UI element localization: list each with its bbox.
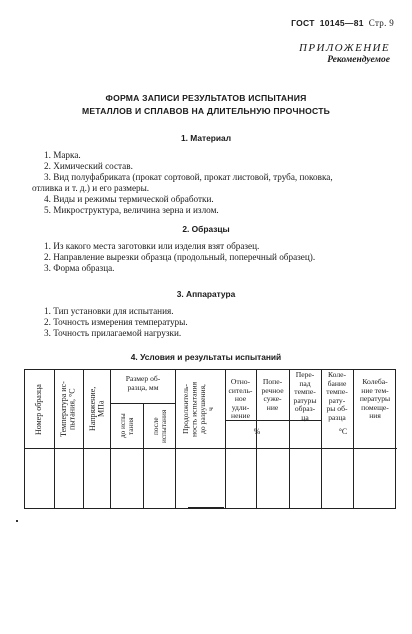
list-item: 4. Виды и режимы термической обработки.	[44, 194, 214, 204]
list-item: 2. Химический состав.	[44, 161, 133, 171]
header-test-temperature: Температура ис- пытания, °C	[59, 381, 77, 437]
table-divider	[54, 370, 55, 508]
table-divider	[25, 448, 397, 449]
list-item: 3. Вид полуфабриката (прокат сортовой, прокат листовой, труба, поковка,	[44, 172, 333, 182]
section-3-title: 3. Аппаратура	[176, 289, 236, 299]
table-divider	[175, 370, 176, 508]
header-room-temperature-fluctuation: Колеба- ние тем- пературы помеще- ния	[359, 377, 391, 421]
list-item: 5. Микроструктура, величина зерна и излом.	[44, 205, 219, 215]
header-temperature-fluctuation: Коле- бание темпе- рату- ры об- разца	[326, 370, 348, 422]
unit-percent: %	[253, 427, 261, 436]
table-divider	[143, 403, 144, 508]
document-title	[0, 92, 412, 118]
list-item: 1. Тип установки для испытания.	[44, 306, 174, 316]
header-relative-elongation: Отно- ситель- ное удли- нение	[228, 377, 253, 421]
table-divider	[353, 370, 354, 508]
page-mark	[16, 520, 18, 522]
list-item-continuation: отливка и т. д.) и его размеры.	[32, 183, 150, 193]
header-size-after: после испытания	[152, 409, 168, 443]
header-reduction-of-area: Попе- речное суже- ние	[261, 377, 284, 412]
section-4-title: 4. Условия и результаты испытаний	[130, 352, 282, 362]
list-item: 2. Направление вырезки образца (продольный, поперечный образец).	[44, 252, 316, 262]
table-divider	[83, 370, 84, 508]
page-number: Стр. 9	[368, 18, 394, 28]
appendix-title: ПРИЛОЖЕНИЕ	[299, 42, 390, 54]
list-item: 3. Форма образца.	[44, 263, 115, 273]
header-duration: Продолжитель- ность испытания до разрушения, ч	[181, 381, 216, 437]
gost-label: ГОСТ	[291, 18, 315, 28]
results-table	[24, 369, 396, 509]
gost-number: 10145—81	[319, 18, 364, 28]
header-sample-size: Размер об- разца, мм	[125, 374, 161, 392]
header-size-before: до испы тания	[119, 413, 135, 439]
page-header	[286, 18, 394, 28]
section-2-title: 2. Образцы	[182, 224, 230, 234]
document-title-line-2: МЕТАЛЛОВ И СПЛАВОВ НА ДЛИТЕЛЬНУЮ ПРОЧНОСТЬ	[81, 106, 331, 116]
list-item: 3. Точность прилагаемой нагрузки.	[44, 328, 182, 338]
section-1-title: 1. Материал	[180, 133, 232, 143]
list-item: 1. Марка.	[44, 150, 81, 160]
header-sample-number: Номер образца	[34, 384, 43, 436]
document-title-line-1: ФОРМА ЗАПИСИ РЕЗУЛЬТАТОВ ИСПЫТАНИЯ	[105, 93, 307, 103]
end-rule	[188, 507, 224, 508]
appendix-subtitle: Рекомендуемое	[327, 55, 390, 65]
header-temperature-gradient: Пере- пад темпе- ратуры образ- ца	[293, 370, 317, 422]
list-item: 1. Из какого места заготовки или изделия взят образец.	[44, 241, 260, 251]
list-item: 2. Точность измерения температуры.	[44, 317, 188, 327]
header-stress: Напряжение, МПа	[88, 386, 106, 432]
unit-degrees: °C	[338, 427, 348, 436]
table-divider	[110, 403, 175, 404]
appendix-block	[299, 42, 390, 65]
